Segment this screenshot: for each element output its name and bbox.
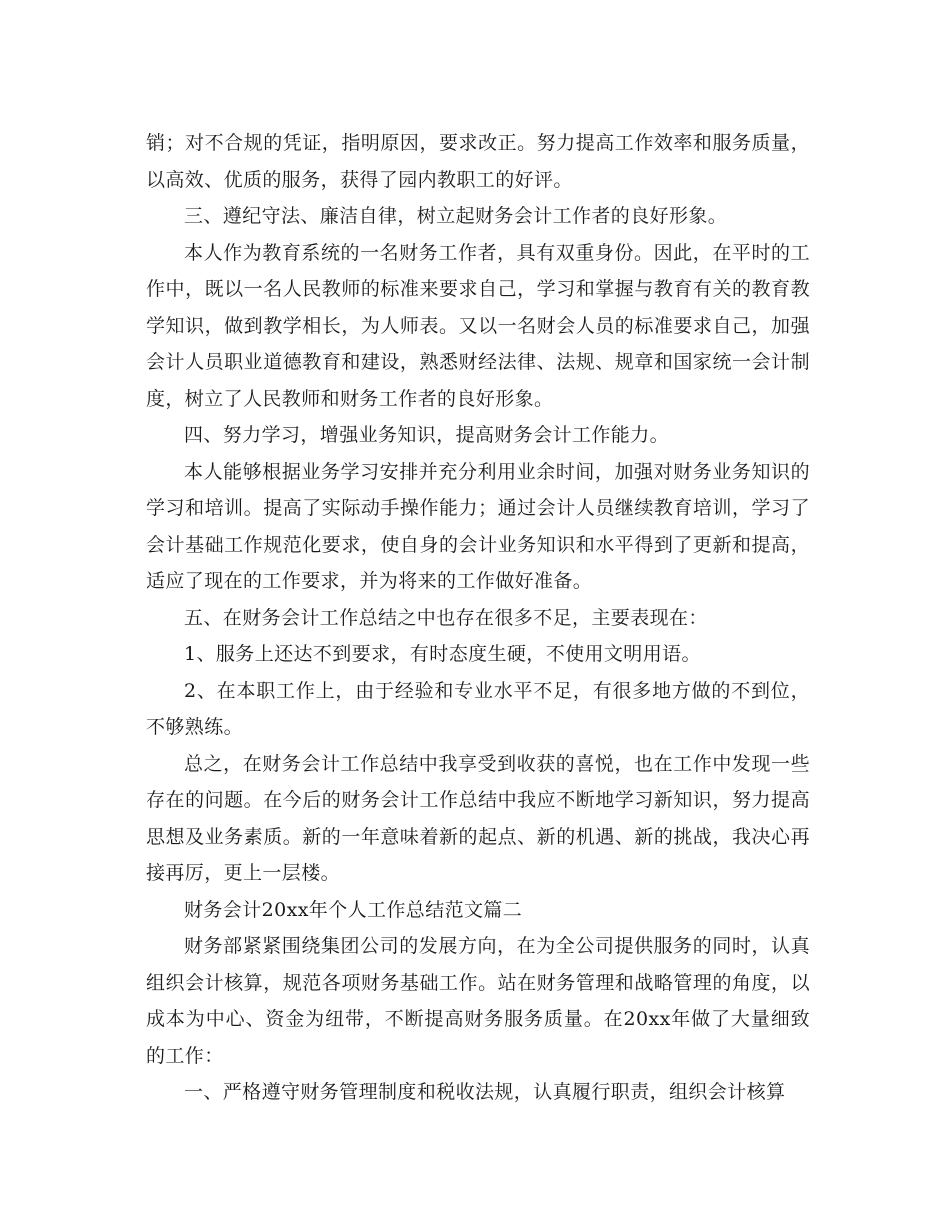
paragraph: 本人能够根据业务学习安排并充分利用业余时间，加强对财务业务知识的学习和培训。提高了实际动手操作能力；通过会计人员继续教育培训，学习了会计基础工作规范化要求，使自身的会计业务知识和水平得到了更新和提高，适应了现在的工作要求，并为将来的工作做好准备。 xyxy=(146,460,810,592)
paragraph: 总之，在财务会计工作总结中我享受到收获的喜悦，也在工作中发现一些存在的问题。在今后的财务会计工作总结中我应不断地学习新知识，努力提高思想及业务素质。新的一年意味着新的起点、新的机遇、新的挑战，我决心再接再厉，更上一层楼。 xyxy=(146,752,810,884)
document-body xyxy=(146,125,810,1111)
section-heading-3: 三、遵纪守法、廉洁自律，树立起财务会计工作者的良好形象。 xyxy=(184,205,728,227)
paragraph: 本人作为教育系统的一名财务工作者，具有双重身份。因此，在平时的工作中，既以一名人民教师的标准来要求自己，学习和掌握与教育有关的教育教学知识，做到教学相长，为人师表。又以一名财会人员的标准要求自己，加强会计人员职业道德教育和建设，熟悉财经法律、法规、规章和国家统一会计制度，树立了人民教师和财务工作者的良好形象。 xyxy=(146,241,810,410)
list-item: 1、服务上还达不到要求，有时态度生硬，不使用文明用语。 xyxy=(184,643,701,665)
paragraph-continuation: 销；对不合规的凭证，指明原因，要求改正。努力提高工作效率和服务质量，以高效、优质的服务，获得了园内教职工的好评。 xyxy=(146,132,810,191)
list-item: 2、在本职工作上，由于经验和专业水平不足，有很多地方做的不到位，不够熟练。 xyxy=(146,679,810,738)
article-title-part-2: 财务会计20xx年个人工作总结范文篇二 xyxy=(184,898,523,921)
paragraph: 财务部紧紧围绕集团公司的发展方向，在为全公司提供服务的同时，认真组织会计核算，规范各项财务基础工作。站在财务管理和战略管理的角度，以成本为中心、资金为纽带，不断提高财务服务质量。在20xx年做了大量细致的工作： xyxy=(146,935,810,1067)
section-heading-4: 四、努力学习，增强业务知识，提高财务会计工作能力。 xyxy=(184,424,670,446)
section-heading-5: 五、在财务会计工作总结之中也存在很多不足，主要表现在： xyxy=(184,606,708,629)
section-heading-1: 一、严格遵守财务管理制度和税收法规，认真履行职责，组织会计核算 xyxy=(184,1081,786,1103)
